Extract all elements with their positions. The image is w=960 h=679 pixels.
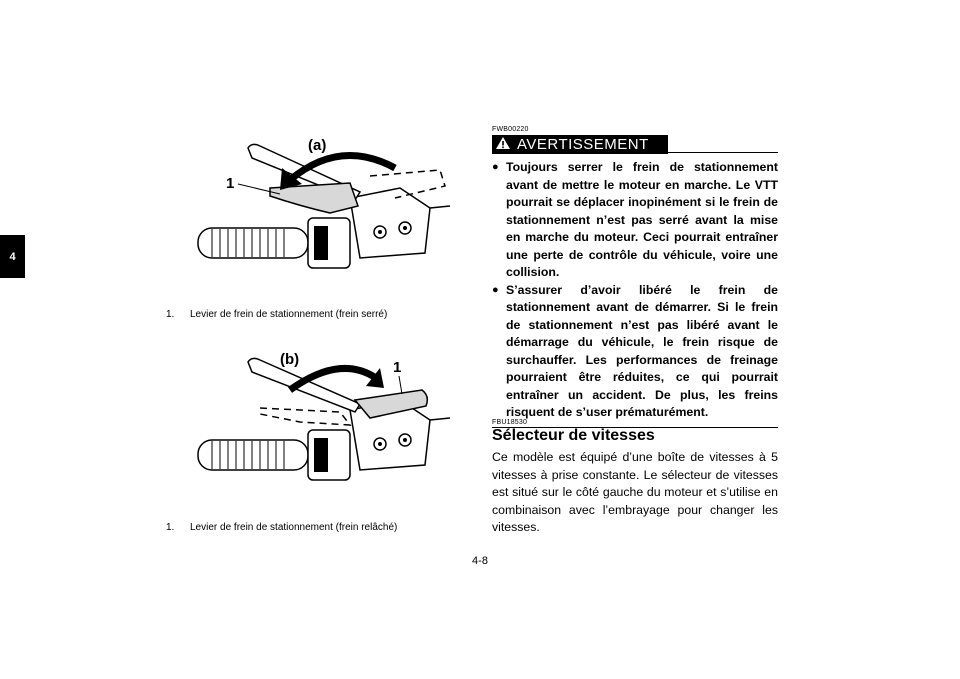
caption-b: [166, 522, 397, 534]
warning-title: AVERTISSEMENT: [517, 136, 649, 153]
warning-header: [492, 135, 778, 155]
figure-label-b: (b): [280, 351, 300, 368]
page-number: 4-8: [472, 555, 488, 567]
section-code: FBU18530: [492, 419, 528, 426]
caption-a-text: Levier de frein de stationnement (frein serré): [190, 309, 388, 320]
warning-item-text: Toujours serrer le frein de stationnement avant de mettre le moteur en marche. Le VTT pourrait se déplacer inopinément si le frein de stationnement n’est pas serré avant la mise en marche du moteur. Ceci pourrait entraîner une perte de contrôle du véhicule, voire une collision.: [506, 160, 778, 279]
warning-badge: [492, 135, 668, 154]
warning-block: [492, 125, 778, 428]
warning-item: [492, 159, 778, 282]
warning-item: [492, 282, 778, 422]
warning-triangle-icon: [495, 136, 511, 154]
handlebar-illustration-b: [190, 350, 450, 520]
section-block: [492, 418, 778, 537]
caption-b-text: Levier de frein de stationnement (frein relâché): [190, 522, 398, 533]
section-title: Sélecteur de vitesses: [492, 427, 655, 444]
handlebar-illustration-a: [190, 128, 450, 298]
chapter-tab: [0, 235, 25, 278]
section-body: Ce modèle est équipé d’une boîte de vitesses à 5 vitesses à prise constante. Le sélecteur de vitesses est situé sur le côté gauche du moteur et s’utilise en combinaison avec l’embrayage pour changer les vitesses.: [492, 450, 778, 534]
caption-a: [166, 309, 387, 321]
bullet-icon: ●: [492, 161, 499, 173]
bullet-icon: ●: [492, 283, 499, 296]
warning-list: [492, 159, 778, 422]
figure-label-a: (a): [308, 137, 327, 154]
chapter-number: 4: [9, 250, 16, 263]
figure-brake-applied: [190, 128, 450, 298]
caption-b-number: 1.: [166, 522, 175, 533]
caption-a-number: 1.: [166, 309, 175, 320]
callout-number-a: 1: [226, 175, 235, 192]
warning-item-text: S’assurer d’avoir libéré le frein de stationnement avant de démarrer. Si le frein de stationnement n’est pas libéré avant le démarrage du véhicule, le frein risque de surchauffer. Les performances de freinage pourraient être réduites, ce qui pourrait entraîner un accident. De plus, les freins risquent de s’user prématurément.: [506, 282, 778, 419]
figure-brake-released: [190, 350, 450, 520]
callout-number-b: 1: [393, 359, 402, 376]
warning-top-rule: [668, 152, 778, 153]
warning-code: FWB00220: [492, 126, 529, 133]
